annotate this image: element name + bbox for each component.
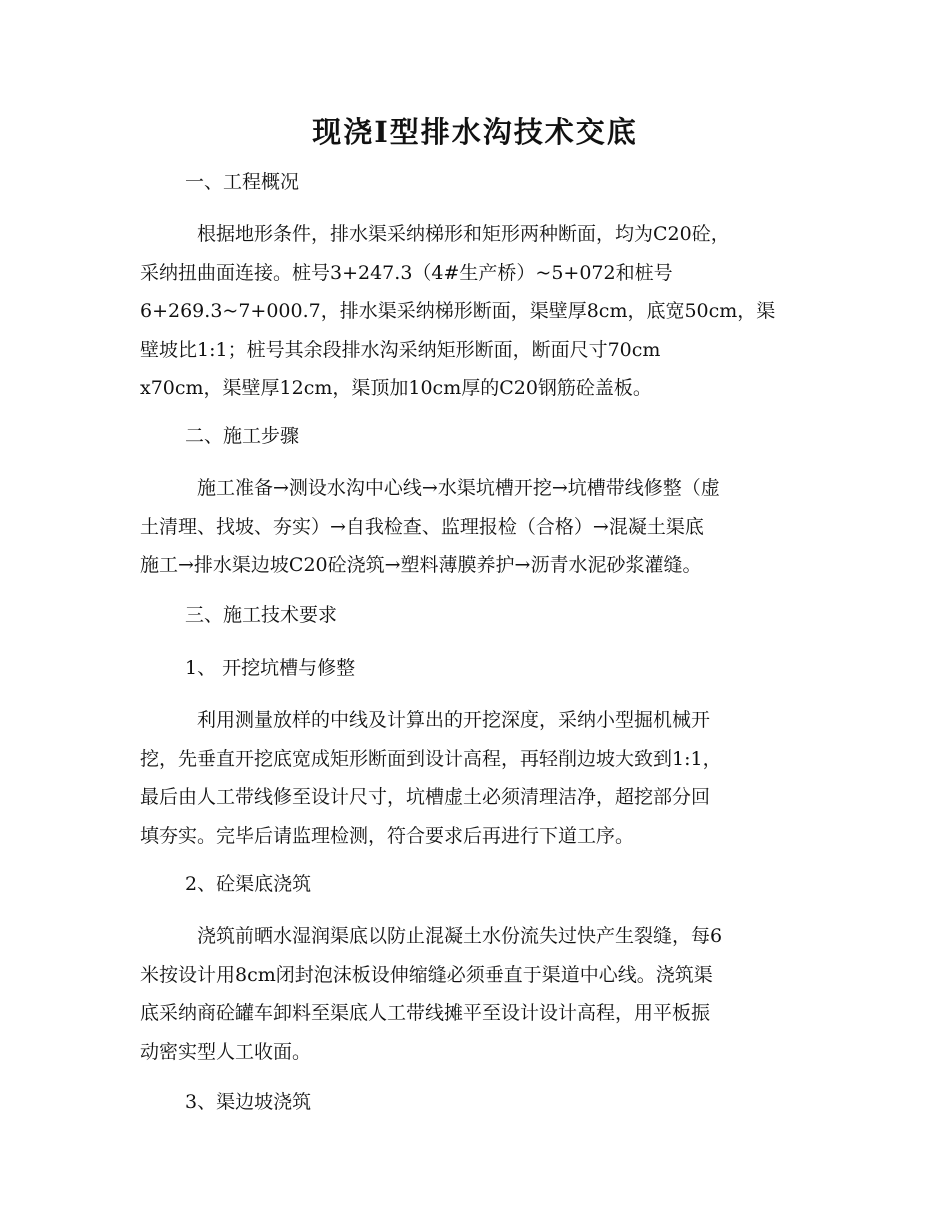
paragraph-steps [140,469,810,585]
paragraph-line: 填夯实。完毕后请监理检测，符合要求后再进行下道工序。 [140,824,635,847]
paragraph-line: 壁坡比1:1；桩号其余段排水沟采纳矩形断面，断面尺寸70cm [140,338,661,361]
paragraph-line: 最后由人工带线修至设计尺寸，坑槽虚土必须清理洁净，超挖部分回 [140,786,711,808]
paragraph-line: 施工准备→测设水沟中心线→水渠坑槽开挖→坑槽带线修整（虚 [197,477,720,499]
section-heading-steps: 二、施工步骤 [185,425,300,447]
paragraph-line: 利用测量放样的中线及计算出的开挖深度，采纳小型掘机械开 [197,709,711,731]
paragraph-line: 挖，先垂直开挖底宽成矩形断面到设计高程，再轻削边坡大致到1:1， [140,747,722,770]
paragraph-line: 施工→排水渠边坡C20砼浇筑→塑料薄膜养护→沥青水泥砂浆灌缝。 [140,554,702,576]
subsection-heading-slope-pouring: 3、渠边坡浇筑 [185,1091,312,1113]
paragraph-line: 采纳扭曲面连接。桩号3+247.3（4#生产桥）~5+072和桩号 [140,261,673,284]
subsection-heading-base-pouring: 2、砼渠底浇筑 [185,873,312,895]
paragraph-line: 根据地形条件，排水渠采纳梯形和矩形两种断面，均为C20砼， [197,223,730,245]
paragraph-base-pouring [140,917,810,1071]
section-heading-overview: 一、工程概况 [185,171,300,193]
paragraph-line: 土清理、找坡、夯实）→自我检查、监理报检（合格）→混凝土渠底 [140,515,704,538]
paragraph-line: 米按设计用8cm闭封泡沫板设伸缩缝必须垂直于渠道中心线。浇筑渠 [140,963,713,986]
paragraph-line: x70cm，渠壁厚12cm，渠顶加10cm厚的C20钢筋砼盖板。 [140,377,652,399]
paragraph-line: 底采纳商砼罐车卸料至渠底人工带线摊平至设计设计高程，用平板振 [140,1002,711,1024]
paragraph-line: 浇筑前晒水湿润渠底以防止混凝土水份流失过快产生裂缝，每6 [197,925,723,947]
paragraph-overview [140,215,810,408]
section-heading-requirements: 三、施工技术要求 [185,604,338,626]
subsection-heading-excavation: 1、 开挖坑槽与修整 [185,657,356,679]
paragraph-line: 动密实型人工收面。 [140,1040,312,1063]
document-title: 现浇Ⅰ型排水沟技术交底 [312,115,638,149]
paragraph-line: 6+269.3~7+000.7，排水渠采纳梯形断面，渠壁厚8cm，底宽50cm，渠 [140,300,776,322]
paragraph-excavation [140,701,810,855]
